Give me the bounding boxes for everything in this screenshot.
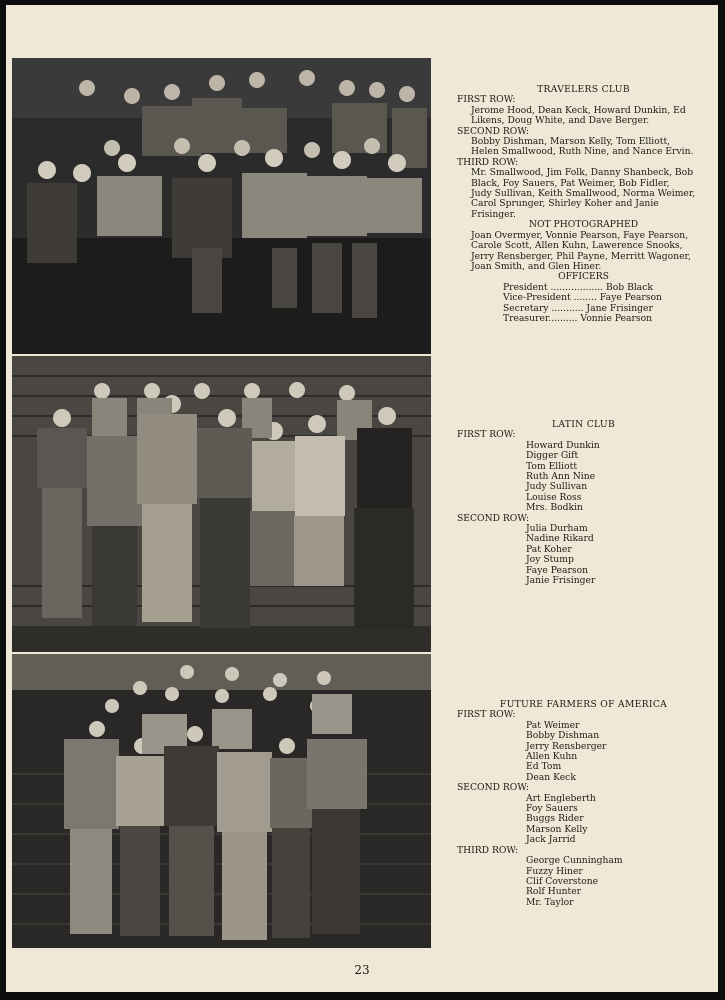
name-line: Likens, Doug White, and Dave Berger. xyxy=(471,115,650,127)
row-label: THIRD ROW: xyxy=(457,156,519,168)
officer-line: Vice-President ........ Faye Pearson xyxy=(503,292,662,304)
name-line: Rolf Hunter xyxy=(526,886,582,898)
page-number: 23 xyxy=(354,963,370,977)
travelers-club-title: TRAVELERS CLUB xyxy=(537,84,630,95)
name-line: Dean Keck xyxy=(526,771,576,783)
name-line: Jack Jarrid xyxy=(526,834,576,846)
name-line: Black, Foy Sauers, Pat Weimer, Bob Fidler, xyxy=(471,177,670,189)
name-line: George Cunningham xyxy=(526,855,623,867)
ffa-title: FUTURE FARMERS OF AMERICA xyxy=(499,699,668,710)
name-line: Joan Overmyer, Vonnie Pearson, Faye Pearson, xyxy=(471,229,689,241)
row-label: FIRST ROW: xyxy=(457,709,516,721)
name-line: Jerry Rensberger, Phil Payne, Merritt Wagoner, xyxy=(471,250,691,262)
name-line: Digger Gift xyxy=(526,450,579,462)
name-line: Pat Weimer xyxy=(526,719,580,731)
name-line: Jerome Hood, Dean Keck, Howard Dunkin, Ed xyxy=(471,104,686,116)
name-line: Art Engleberth xyxy=(526,792,596,804)
name-line: Bobby Dishman, Marson Kelly, Tom Elliott, xyxy=(471,136,671,148)
name-line: Judy Sullivan xyxy=(526,481,588,493)
name-line: Louise Ross xyxy=(526,491,582,503)
name-line: Joan Smith, and Glen Hiner. xyxy=(471,260,602,272)
name-line: Judy Sullivan, Keith Smallwood, Norma Weimer, xyxy=(471,188,696,200)
name-line: Jerry Rensberger xyxy=(526,740,607,752)
row-label: THIRD ROW: xyxy=(457,844,519,856)
name-line: Mr. Smallwood, Jim Folk, Danny Shanbeck, Bob xyxy=(471,167,694,179)
name-line: Marson Kelly xyxy=(526,823,588,835)
name-line: Clif Coverstone xyxy=(526,875,599,887)
name-line: Foy Sauers xyxy=(526,803,578,815)
name-line: Buggs Rider xyxy=(526,813,584,825)
name-line: Nadine Rikard xyxy=(526,533,594,545)
name-line: Howard Dunkin xyxy=(526,439,600,451)
name-line: Faye Pearson xyxy=(526,564,589,576)
name-line: Mrs. Bodkin xyxy=(526,502,583,514)
row-label: FIRST ROW: xyxy=(457,94,516,106)
latin-club-title: LATIN CLUB xyxy=(551,419,616,430)
ffa-caption xyxy=(451,700,716,908)
name-line: Helen Smallwood, Ruth Nine, and Nance Ervin. xyxy=(471,146,694,158)
name-line: Pat Koher xyxy=(526,543,572,555)
row-label: SECOND ROW: xyxy=(457,512,530,524)
latin-club-caption xyxy=(451,420,716,587)
name-line: Ruth Ann Nine xyxy=(526,471,596,483)
photo-latin-club xyxy=(12,356,431,652)
photo-future-farmers xyxy=(12,654,431,948)
officer-line: Treasurer.......... Vonnie Pearson xyxy=(503,312,653,324)
name-line: Mr. Taylor xyxy=(526,896,574,908)
name-line: Carole Scott, Allen Kuhn, Lawerence Snooks, xyxy=(471,240,683,252)
name-line: Bobby Dishman xyxy=(526,730,600,742)
name-line: Fuzzy Hiner xyxy=(526,865,583,877)
row-label: SECOND ROW: xyxy=(457,125,530,137)
name-line: Allen Kuhn xyxy=(526,751,578,763)
name-line: Tom Elliott xyxy=(526,460,578,472)
name-line: Julia Durham xyxy=(526,523,588,535)
officers-heading: OFFICERS xyxy=(558,271,609,283)
officer-line: Secretary ........... Jane Frisinger xyxy=(503,302,653,314)
name-line: Joy Stump xyxy=(526,554,574,566)
name-line: Carol Sprunger, Shirley Koher and Janie xyxy=(471,198,659,210)
yearbook-page xyxy=(6,5,718,992)
photo-travelers-club xyxy=(12,58,431,354)
name-line: Janie Frisinger xyxy=(526,575,596,587)
travelers-club-caption xyxy=(451,85,716,324)
row-label: SECOND ROW: xyxy=(457,782,530,794)
name-line: Ed Tom xyxy=(526,761,562,773)
officer-line: President .................. Bob Black xyxy=(503,281,653,293)
not-photographed-heading: NOT PHOTOGRAPHED xyxy=(528,219,639,231)
name-line: Frisinger. xyxy=(471,208,516,220)
row-label: FIRST ROW: xyxy=(457,429,516,441)
